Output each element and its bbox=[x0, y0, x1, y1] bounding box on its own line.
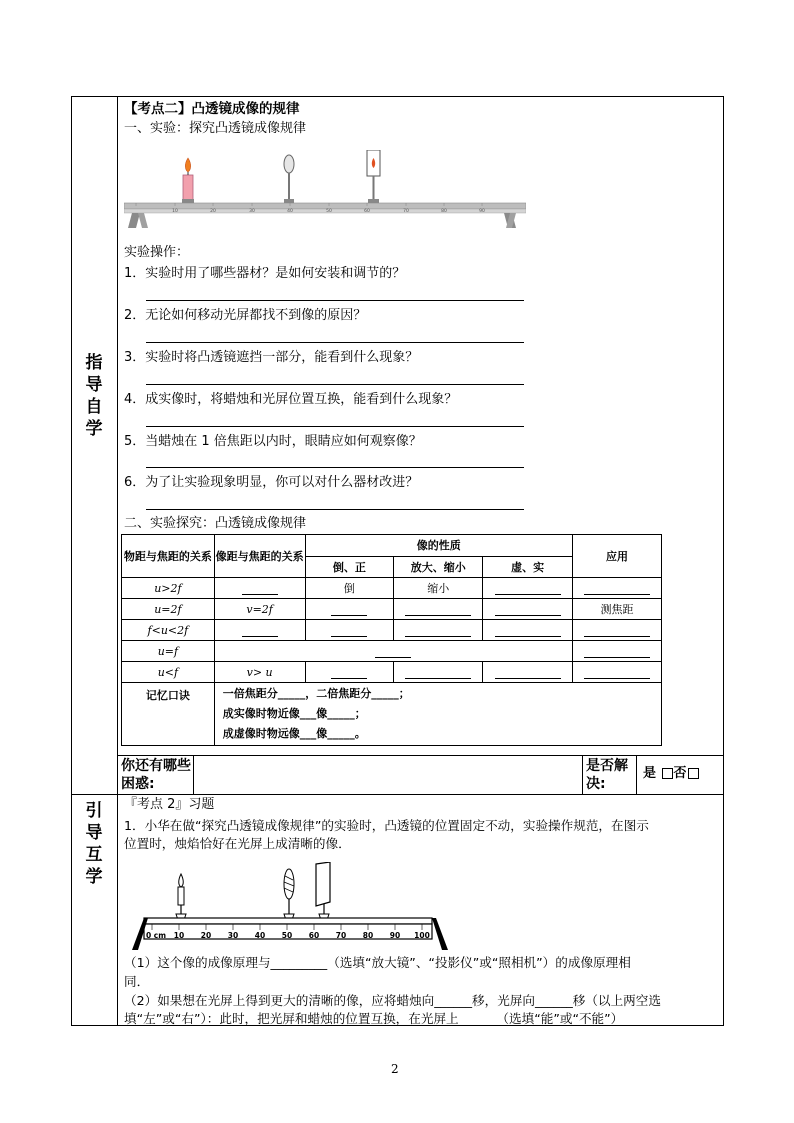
header-object-distance: 物距与焦距的关系 bbox=[122, 535, 215, 578]
blank-cell[interactable] bbox=[214, 578, 305, 599]
header-enlarged-reduced: 放大、缩小 bbox=[394, 556, 483, 578]
exercise-q1-line1: 1．小华在做“探究凸透镜成像规律”的实验时，凸透镜的位置固定不动，实验操作规范，在图示 bbox=[124, 818, 649, 833]
blank-cell[interactable] bbox=[214, 620, 305, 641]
table-row bbox=[122, 641, 662, 662]
section-subtitle: 一、实验：探究凸透镜成像规律 bbox=[124, 121, 307, 136]
header-application: 应用 bbox=[573, 535, 662, 578]
answer-line-1[interactable] bbox=[146, 300, 524, 301]
question-1: 1．实验时用了哪些器材？是如何安装和调节的？ bbox=[124, 266, 406, 281]
section-title: 【考点二】凸透镜成像的规律 bbox=[124, 101, 300, 117]
answer-line-4[interactable] bbox=[146, 426, 524, 427]
answer-line-2[interactable] bbox=[146, 342, 524, 343]
blank-cell[interactable] bbox=[214, 641, 572, 662]
side-label-guided-self-study: 指 导 自 学 bbox=[85, 353, 103, 439]
question-4: 4．成实像时，将蜡烛和光屏位置互换，能看到什么现象？ bbox=[124, 392, 458, 407]
row-magnification: 缩小 bbox=[394, 578, 483, 599]
svg-text:10: 10 bbox=[173, 931, 185, 940]
header-inverted-upright: 倒、正 bbox=[305, 556, 394, 578]
blank-cell[interactable] bbox=[305, 620, 394, 641]
svg-text:70: 70 bbox=[403, 209, 409, 214]
blank-cell[interactable] bbox=[483, 578, 573, 599]
svg-text:90: 90 bbox=[479, 209, 485, 214]
yes-checkbox[interactable] bbox=[662, 768, 673, 779]
svg-text:40: 40 bbox=[287, 209, 293, 214]
svg-text:10: 10 bbox=[172, 209, 178, 214]
blank-cell[interactable] bbox=[305, 662, 394, 683]
blank-cell[interactable] bbox=[483, 599, 573, 620]
candle-icon bbox=[183, 175, 193, 203]
lens-icon bbox=[284, 155, 294, 173]
imaging-rules-table bbox=[121, 534, 662, 746]
table-row bbox=[122, 662, 662, 683]
svg-text:0 cm: 0 cm bbox=[145, 931, 167, 940]
candle-icon bbox=[176, 874, 186, 920]
section-divider bbox=[71, 794, 724, 795]
row-condition: u=2f bbox=[122, 599, 215, 620]
blank-cell[interactable] bbox=[394, 620, 483, 641]
answer-line-6[interactable] bbox=[146, 509, 524, 510]
optical-bench-ruler-illustration bbox=[126, 862, 456, 954]
no-checkbox[interactable] bbox=[688, 768, 699, 779]
exercise-title: 『考点 2』习题 bbox=[124, 797, 215, 812]
screen-icon bbox=[316, 862, 330, 920]
question-6: 6．为了让实验现象明显，你可以对什么器材改进？ bbox=[124, 475, 419, 490]
table-row bbox=[122, 620, 662, 641]
header-virtual-real: 虚、实 bbox=[483, 556, 573, 578]
blank-cell[interactable] bbox=[305, 599, 394, 620]
svg-text:70: 70 bbox=[335, 931, 347, 940]
confusion-label: 你还有哪些困惑: bbox=[121, 758, 191, 792]
blank-cell[interactable] bbox=[394, 599, 483, 620]
svg-text:20: 20 bbox=[200, 931, 212, 940]
svg-text:60: 60 bbox=[308, 931, 320, 940]
blank-cell[interactable] bbox=[573, 662, 662, 683]
answer-line-3[interactable] bbox=[146, 384, 524, 385]
blank-cell[interactable] bbox=[483, 662, 573, 683]
svg-text:60: 60 bbox=[364, 209, 370, 214]
row-condition: f<u<2f bbox=[122, 620, 215, 641]
row-inverted: 倒 bbox=[305, 578, 394, 599]
blank-cell[interactable] bbox=[573, 641, 662, 662]
svg-text:50: 50 bbox=[281, 931, 293, 940]
blank-cell[interactable] bbox=[573, 620, 662, 641]
exercise-sub1-line1: （1）这个像的成像原理与_________（选填“放大镜”、“投影仪”或“照相机”）的成像原理相 bbox=[124, 955, 631, 970]
question-2: 2．无论如何移动光屏都找不到像的原因？ bbox=[124, 308, 367, 323]
svg-text:90: 90 bbox=[389, 931, 401, 940]
mnemonic-label: 记忆口诀 bbox=[122, 683, 215, 746]
exercise-q1-line2: 位置时，烛焰恰好在光屏上成清晰的像． bbox=[124, 836, 351, 851]
mnemonic-text: 一倍焦距分_____，二倍焦距分_____； 成实像时物近像___像_____； 成虚像时物远像___像_____。 bbox=[214, 683, 661, 746]
svg-text:50: 50 bbox=[326, 209, 332, 214]
solved-options: 是 否 bbox=[643, 766, 700, 782]
header-image-properties: 像的性质 bbox=[305, 535, 573, 557]
exercise-sub2-line1: （2）如果想在光屏上得到更大的清晰的像，应将蜡烛向______移，光屏向______移（以上两空选 bbox=[124, 993, 661, 1008]
row-image-distance: v=2f bbox=[214, 599, 305, 620]
blank-cell[interactable] bbox=[483, 620, 573, 641]
svg-text:40: 40 bbox=[254, 931, 266, 940]
side-label-guided-mutual-study: 引 导 互 学 bbox=[85, 801, 103, 887]
question-5: 5．当蜡烛在 1 倍焦距以内时，眼睛应如何观察像？ bbox=[124, 434, 422, 449]
solved-label: 是否解决: bbox=[586, 758, 628, 792]
side-column-divider bbox=[117, 96, 118, 1026]
row-image-distance: v> u bbox=[214, 662, 305, 683]
optical-bench-illustration bbox=[124, 150, 526, 232]
svg-text:80: 80 bbox=[441, 209, 447, 214]
exercise-sub2-line2: 填“左”或“右”）：此时，把光屏和蜡烛的位置互换，在光屏上______（选填“能”或“不能”） bbox=[124, 1011, 624, 1026]
table-row bbox=[122, 599, 662, 620]
blank-cell[interactable] bbox=[573, 578, 662, 599]
svg-text:30: 30 bbox=[249, 209, 255, 214]
answer-line-5[interactable] bbox=[146, 467, 524, 468]
question-3: 3．实验时将凸透镜遮挡一部分，能看到什么现象？ bbox=[124, 350, 419, 365]
row-application: 测焦距 bbox=[573, 599, 662, 620]
operations-label: 实验操作： bbox=[124, 245, 190, 260]
svg-text:20: 20 bbox=[210, 209, 216, 214]
page-number: 2 bbox=[391, 1062, 399, 1076]
svg-text:30: 30 bbox=[227, 931, 239, 940]
row-condition: u>2f bbox=[122, 578, 215, 599]
mnemonic-row bbox=[122, 683, 662, 746]
confusion-input[interactable] bbox=[195, 756, 580, 793]
header-image-distance: 像距与焦距的关系 bbox=[214, 535, 305, 578]
exercise-sub1-line2: 同． bbox=[124, 974, 150, 989]
row-condition: u=f bbox=[122, 641, 215, 662]
svg-text:80: 80 bbox=[362, 931, 374, 940]
blank-cell[interactable] bbox=[394, 662, 483, 683]
svg-text:100: 100 bbox=[414, 931, 430, 940]
table-row bbox=[122, 578, 662, 599]
section-subtitle-2: 二、实验探究：凸透镜成像规律 bbox=[124, 516, 307, 531]
row-condition: u<f bbox=[122, 662, 215, 683]
lens-icon bbox=[284, 869, 294, 920]
